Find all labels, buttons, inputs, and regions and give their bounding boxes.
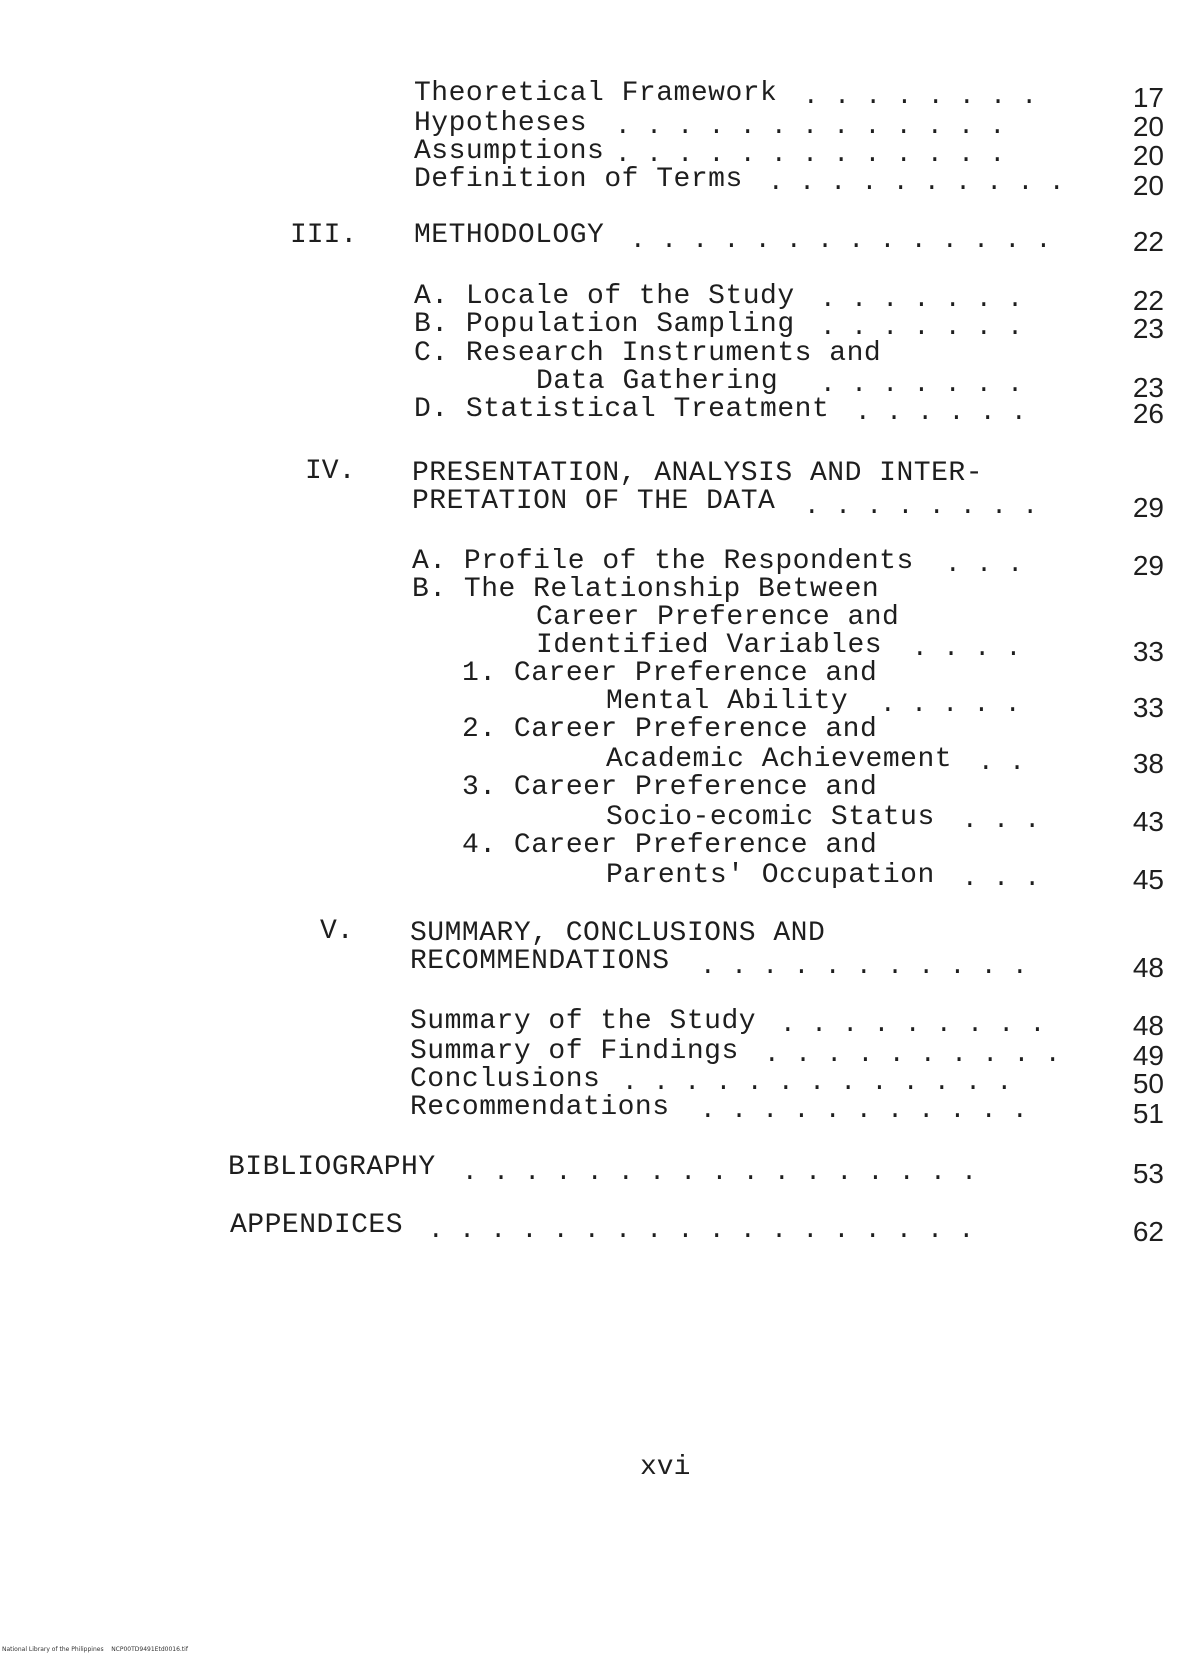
toc-page-number: 17 xyxy=(1132,82,1164,113)
toc-leader-dots: . . . . . . . . . . . . . . . . . xyxy=(462,1157,977,1187)
toc-entry-label: Academic Achievement xyxy=(606,744,953,775)
toc-entry-label: A. Locale of the Study xyxy=(414,281,795,312)
toc-leader-dots: . . . . . . . . . xyxy=(780,1009,1046,1039)
toc-page-number: 23 xyxy=(1132,313,1164,344)
toc-chapter-label: APPENDICES xyxy=(230,1210,404,1241)
toc-leader-dots: . . . . . . . xyxy=(820,312,1023,342)
toc-entry-label: Identified Variables xyxy=(536,630,883,661)
toc-entry-label: Data Gathering xyxy=(536,366,779,397)
chapter-numeral: IV. xyxy=(305,456,356,487)
toc-chapter-label: METHODOLOGY xyxy=(414,220,605,251)
toc-leader-dots: . . . . . . . . . . . . . xyxy=(622,1067,1013,1097)
toc-chapter-label: PRESENTATION, ANALYSIS AND INTER- xyxy=(412,458,983,489)
toc-page-number: 48 xyxy=(1132,952,1164,983)
toc-entry-label: 2. Career Preference and xyxy=(462,714,878,745)
toc-page-number: 22 xyxy=(1132,285,1164,316)
toc-leader-dots: . . . . . xyxy=(880,689,1021,719)
toc-chapter-label: BIBLIOGRAPHY xyxy=(228,1152,436,1183)
toc-leader-dots: . . . . . . . xyxy=(820,369,1023,399)
toc-entry-label: Summary of the Study xyxy=(410,1006,757,1037)
toc-leader-dots: . . . . . . . . . . xyxy=(768,167,1065,197)
toc-entry-label: Mental Ability xyxy=(606,686,849,717)
toc-page-number: 48 xyxy=(1132,1010,1164,1041)
toc-entry-label: D. Statistical Treatment xyxy=(414,394,830,425)
toc-chapter-label: SUMMARY, CONCLUSIONS AND xyxy=(410,918,826,949)
toc-chapter-label: RECOMMENDATIONS xyxy=(410,946,670,977)
toc-leader-dots: . . . . . . . . . . xyxy=(764,1039,1061,1069)
toc-entry-label: C. Research Instruments and xyxy=(414,338,882,369)
toc-entry-label: B. Population Sampling xyxy=(414,309,795,340)
toc-page-number: 38 xyxy=(1132,748,1164,779)
toc-entry-label: Assumptions xyxy=(414,136,605,167)
toc-page-number: 20 xyxy=(1132,111,1164,142)
toc-leader-dots: . . . . . . . . . . . xyxy=(700,951,1028,981)
toc-page-number: 20 xyxy=(1132,140,1164,171)
toc-entry-label: Career Preference and xyxy=(536,602,900,633)
toc-leader-dots: . . . . . . . . . . . . . xyxy=(615,111,1006,141)
toc-entry-label: Conclusions xyxy=(410,1064,601,1095)
toc-page-number: 29 xyxy=(1132,492,1164,523)
toc-leader-dots: . . . . . . xyxy=(855,397,1027,427)
toc-chapter-label: PRETATION OF THE DATA xyxy=(412,486,776,517)
toc-entry-label: 3. Career Preference and xyxy=(462,772,878,803)
toc-page-number: 26 xyxy=(1132,398,1164,429)
chapter-numeral: III. xyxy=(290,220,358,251)
chapter-numeral: V. xyxy=(320,916,354,947)
toc-entry-label: A. Profile of the Respondents xyxy=(412,546,914,577)
toc-page-number: 43 xyxy=(1132,806,1164,837)
toc-entry-label: Parents' Occupation xyxy=(606,860,935,891)
toc-leader-dots: . . . xyxy=(945,549,1024,579)
toc-page-number: 53 xyxy=(1132,1158,1164,1189)
toc-page-number: 50 xyxy=(1132,1068,1164,1099)
toc-page-number: 33 xyxy=(1132,636,1164,667)
toc-page-number: 45 xyxy=(1132,864,1164,895)
toc-entry-label: 1. Career Preference and xyxy=(462,658,878,689)
toc-leader-dots: . . . . . . . . xyxy=(803,81,1038,111)
toc-leader-dots: . . . . . . . . xyxy=(804,491,1039,521)
toc-entry-label: Definition of Terms xyxy=(414,164,743,195)
toc-page-number: 20 xyxy=(1132,170,1164,201)
toc-leader-dots: . . . xyxy=(962,863,1041,893)
page-number: xvi xyxy=(640,1452,691,1483)
toc-leader-dots: . . . . . . . . . . . xyxy=(700,1095,1028,1125)
toc-entry-label: 4. Career Preference and xyxy=(462,830,878,861)
toc-page-number: 23 xyxy=(1132,372,1164,403)
toc-entry-label: Summary of Findings xyxy=(410,1036,739,1067)
toc-page-number: 49 xyxy=(1132,1040,1164,1071)
toc-leader-dots: . . . . . . . . . . . . . . . . . . xyxy=(428,1215,975,1245)
toc-leader-dots: . . xyxy=(978,747,1025,777)
toc-leader-dots: . . . . xyxy=(912,633,1022,663)
toc-page-number: 22 xyxy=(1132,226,1164,257)
toc-page-number: 29 xyxy=(1132,550,1164,581)
toc-leader-dots: . . . xyxy=(962,805,1041,835)
toc-entry-label: Socio-ecomic Status xyxy=(606,802,935,833)
toc-leader-dots: . . . . . . . . . . . . . xyxy=(615,139,1006,169)
toc-page-number: 62 xyxy=(1132,1216,1164,1247)
toc-page-number: 51 xyxy=(1132,1098,1164,1129)
toc-entry-label: B. The Relationship Between xyxy=(412,574,880,605)
toc-entry-label: Theoretical Framework xyxy=(414,78,778,109)
scan-source-note: National Library of the Philippines NCP00TD9491Etd0016.tif xyxy=(2,1646,188,1653)
toc-entry-label: Recommendations xyxy=(410,1092,670,1123)
toc-leader-dots: . . . . . . . . . . . . . . xyxy=(630,225,1052,255)
toc-page-number: 33 xyxy=(1132,692,1164,723)
toc-entry-label: Hypotheses xyxy=(414,108,588,139)
toc-leader-dots: . . . . . . . xyxy=(820,284,1023,314)
